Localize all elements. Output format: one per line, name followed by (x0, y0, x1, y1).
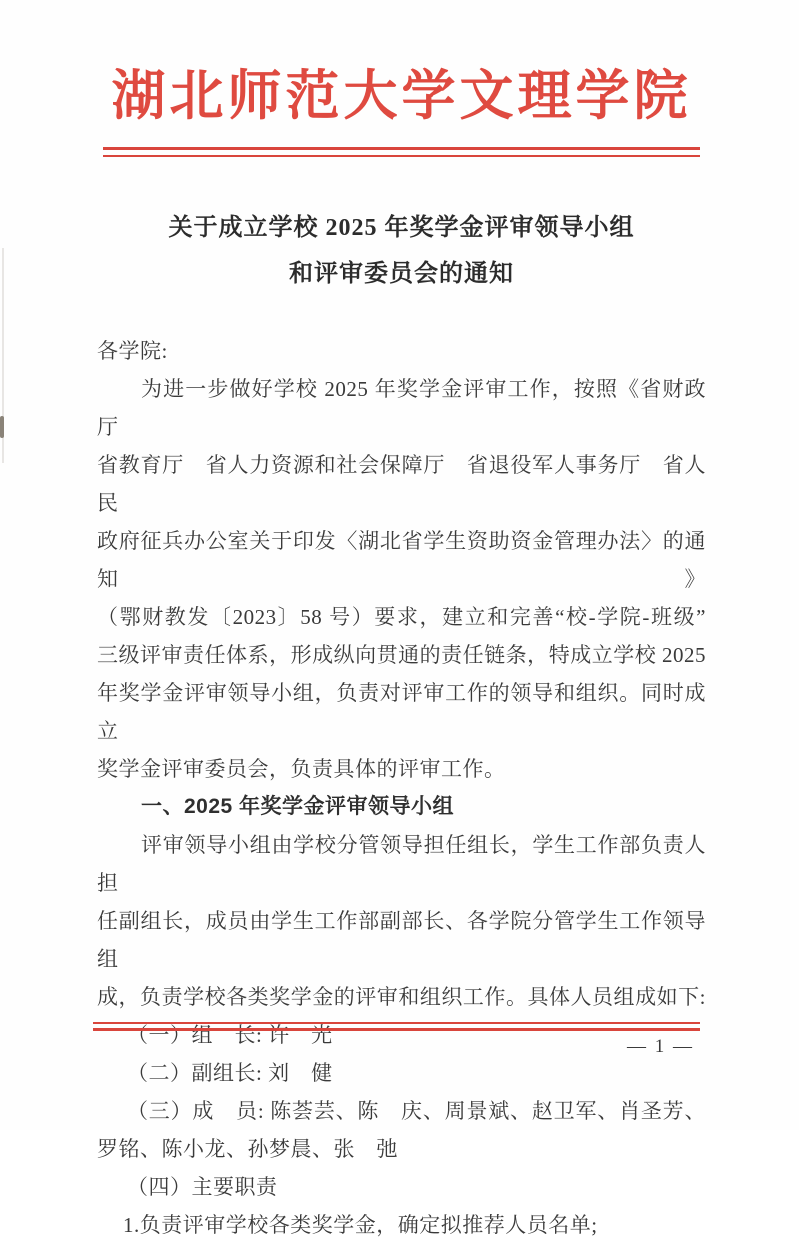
list-item-members-continued: 罗铭、陈小龙、孙梦晨、张 弛 (97, 1137, 398, 1161)
duty-item-1: 1.负责评审学校各类奖学金，确定拟推荐人员名单; (123, 1213, 598, 1237)
body-line: 为进一步做好学校 2025 年奖学金评审工作，按照《省财政厅 (97, 377, 706, 439)
section-heading-leading-group: 一、2025 年奖学金评审领导小组 (141, 795, 455, 818)
body-line: 成，负责学校各类奖学金的评审和组织工作。具体人员组成如下: (97, 985, 706, 1009)
page-number: — 1 — (627, 1036, 694, 1057)
list-item-members: （三）成 员: 陈荟芸、陈 庆、周景斌、赵卫军、肖圣芳、 (127, 1099, 706, 1123)
doc-title-line-2: 和评审委员会的通知 (289, 261, 514, 287)
body-line: 评审领导小组由学校分管领导担任组长，学生工作部负责人担 (97, 833, 706, 895)
doc-title (97, 205, 706, 297)
salutation: 各学院: (97, 339, 168, 363)
body-line: 奖学金评审委员会，负责具体的评审工作。 (97, 757, 506, 781)
list-item-group-leader: （一）组 长: 许 光 (127, 1023, 333, 1047)
scan-artifact-mark (0, 416, 4, 438)
body-line: 年奖学金评审领导小组，负责对评审工作的领导和组织。同时成立 (97, 681, 706, 743)
body-line: 任副组长，成员由学生工作部副部长、各学院分管学生工作领导组 (97, 909, 706, 971)
body-line: 三级评审责任体系，形成纵向贯通的责任链条，特成立学校 2025 (97, 643, 706, 667)
body-line: 政府征兵办公室关于印发〈湖北省学生资助资金管理办法〉的通知》 (97, 529, 706, 591)
body-line: （鄂财教发〔2023〕58 号）要求，建立和完善“校-学院-班级” (97, 605, 706, 629)
list-item-duties-heading: （四）主要职责 (127, 1175, 278, 1199)
list-item-deputy-leader: （二）副组长: 刘 健 (127, 1061, 333, 1085)
body-line: 省教育厅 省人力资源和社会保障厅 省退役军人事务厅 省人民 (97, 453, 706, 515)
letterhead-double-rule (103, 147, 700, 157)
notice-body (97, 332, 706, 1244)
letterhead-institution-name: 湖北师范大学文理学院 (111, 66, 692, 126)
doc-title-line-1: 关于成立学校 2025 年奖学金评审领导小组 (168, 215, 635, 241)
footer-double-rule (93, 1022, 700, 1031)
